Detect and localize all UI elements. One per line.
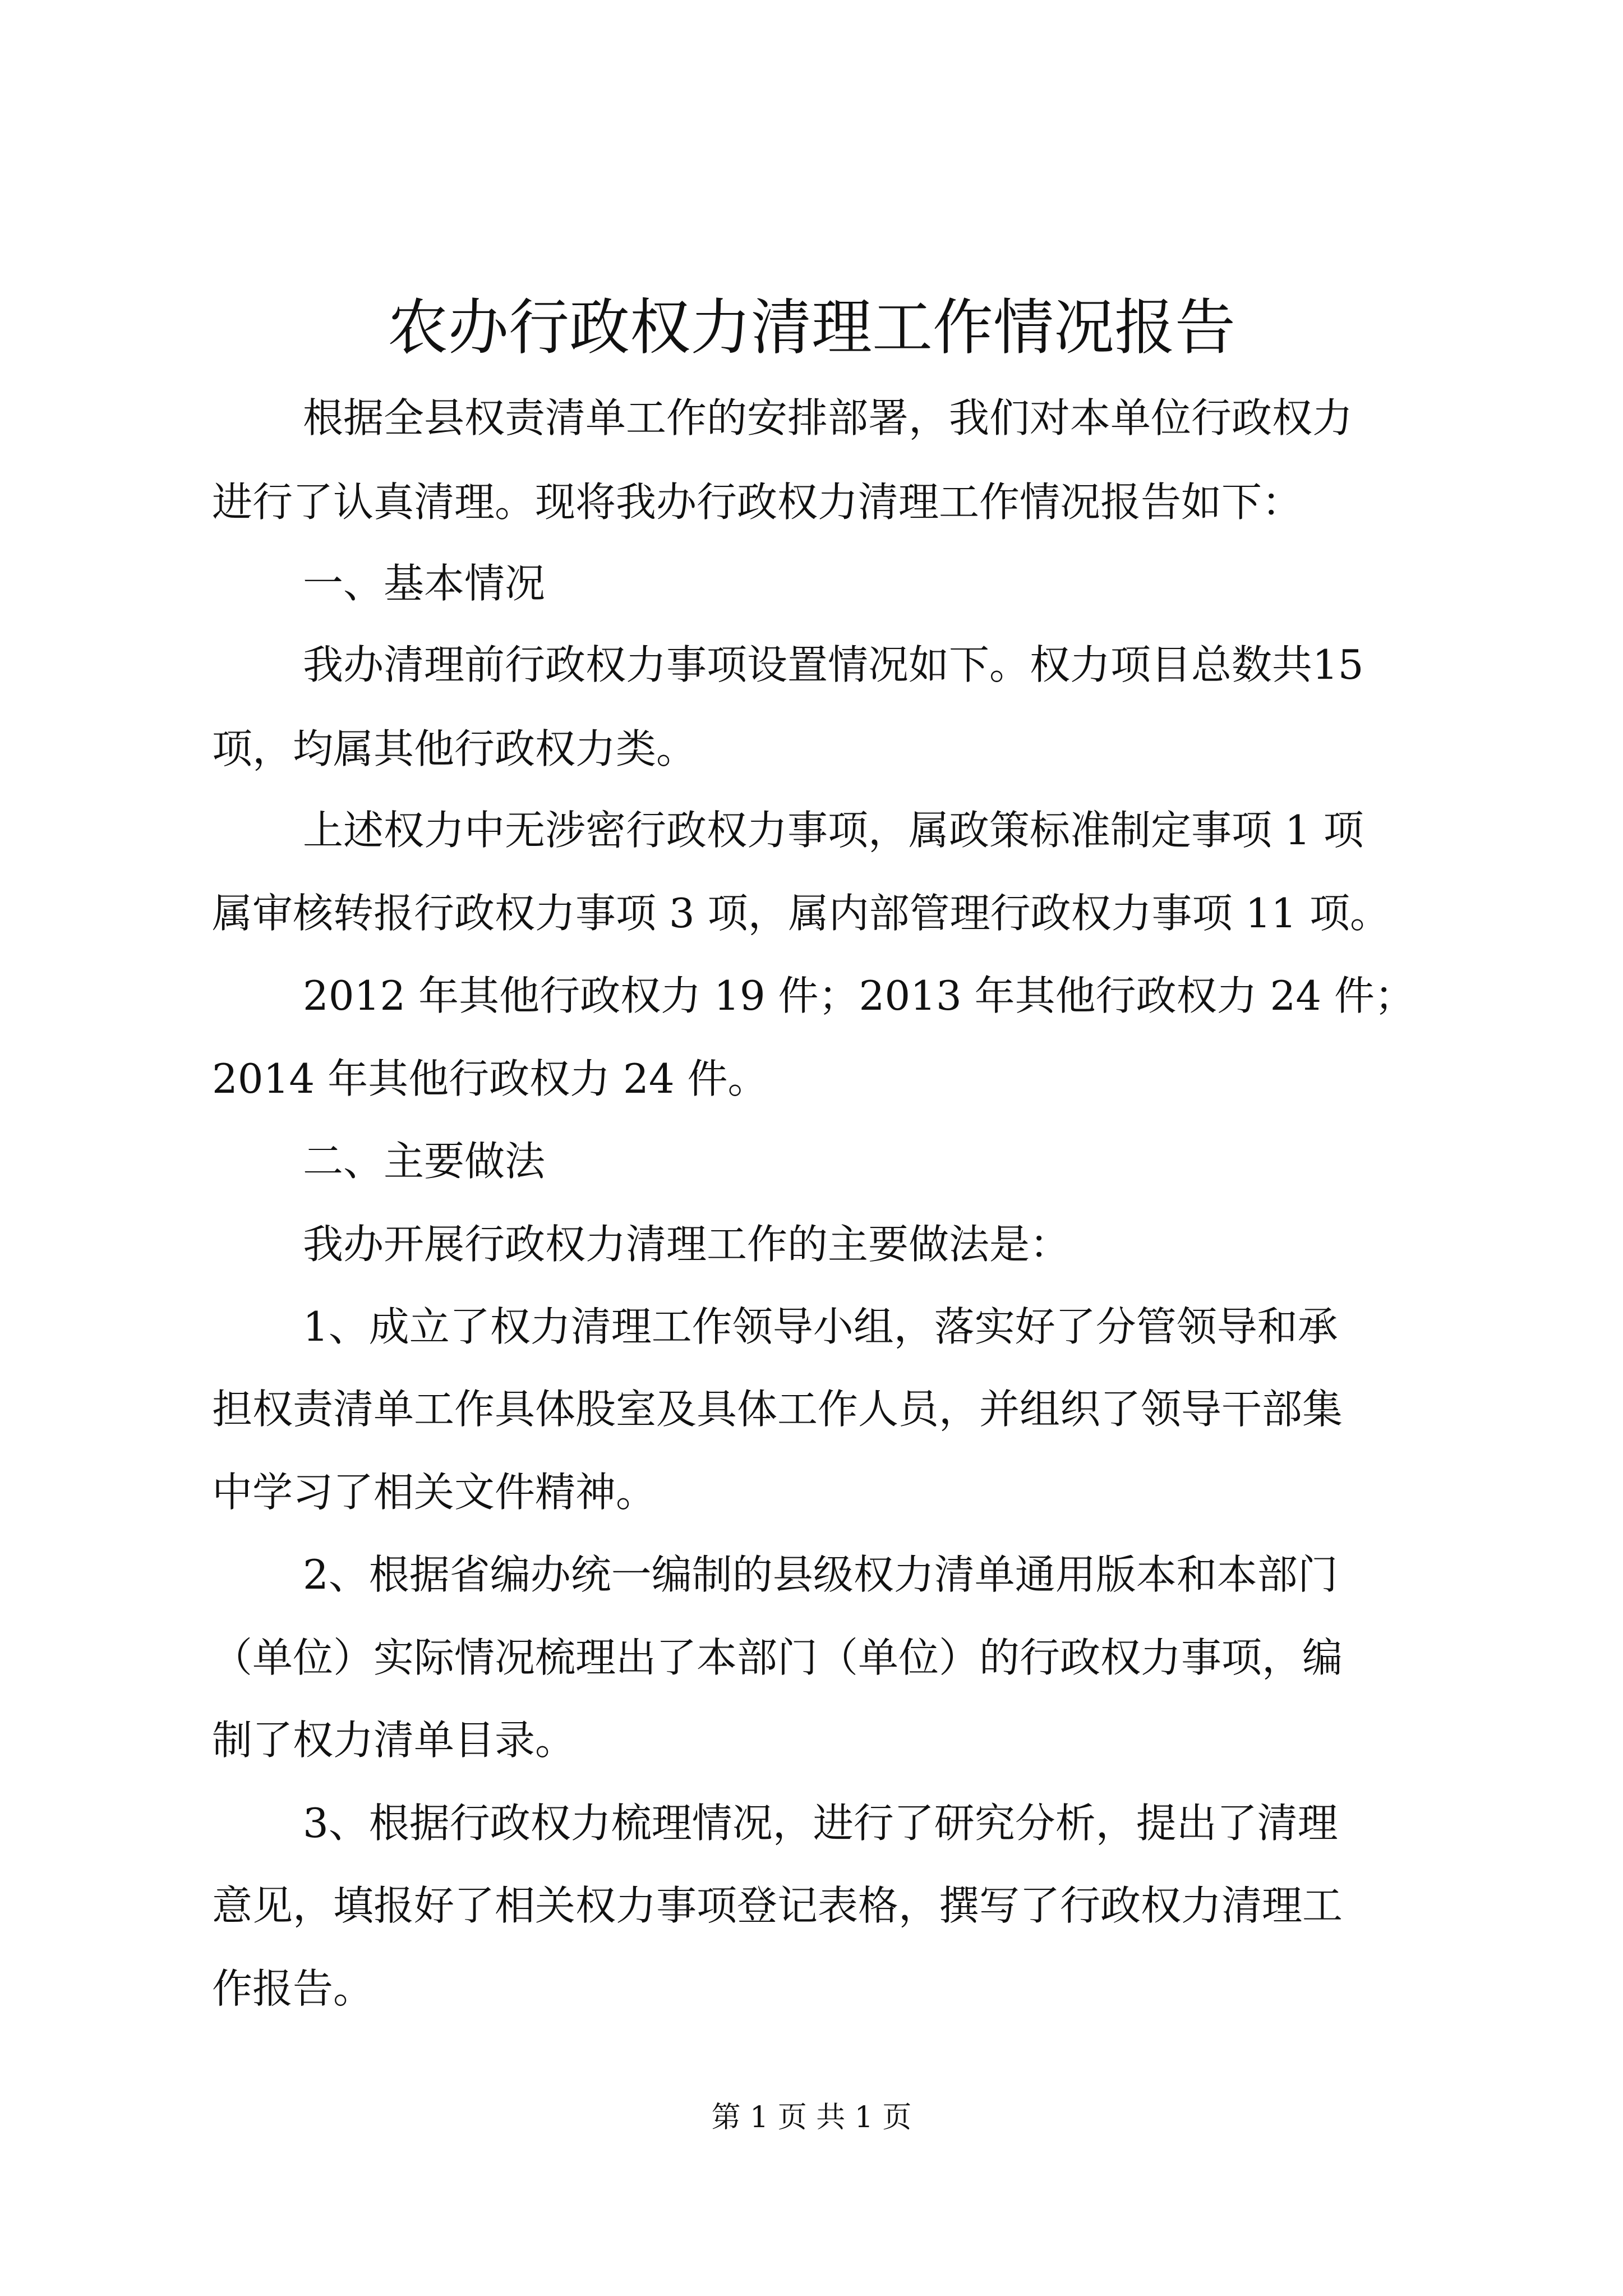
paragraph-line: （单位）实际情况梳理出了本部门（单位）的行政权力事项，编 [212, 1634, 1343, 1681]
paragraph-line: 担权责清单工作具体股室及具体工作人员，并组织了领导干部集 [212, 1386, 1343, 1433]
paragraph-line: 我办清理前行政权力事项设置情况如下。权力项目总数共15 [303, 641, 1364, 688]
paragraph-line: 3、根据行政权力梳理情况，进行了研究分析，提出了清理 [303, 1800, 1338, 1847]
section-heading-basic: 一、基本情况 [303, 560, 546, 607]
paragraph-line: 进行了认真清理。现将我办行政权力清理工作情况报告如下： [212, 478, 1303, 526]
document-title: 农办行政权力清理工作情况报告 [387, 293, 1235, 363]
paragraph-line: 属审核转报行政权力事项 3 项，属内部管理行政权力事项 11 项。 [212, 890, 1390, 937]
paragraph-line: 中学习了相关文件精神。 [212, 1469, 657, 1516]
paragraph-line: 上述权力中无涉密行政权力事项，属政策标准制定事项 1 项 [303, 807, 1364, 854]
paragraph-line: 作报告。 [212, 1965, 374, 2012]
paragraph-line: 2012 年其他行政权力 19 件；2013 年其他行政权力 24 件； [303, 972, 1415, 1019]
page-footer: 第 1 页 共 1 页 [711, 2101, 912, 2134]
paragraph-line: 2、根据省编办统一编制的县级权力清单通用版本和本部门 [303, 1551, 1338, 1598]
paragraph-line: 2014 年其他行政权力 24 件。 [212, 1055, 768, 1102]
paragraph-line: 根据全县权责清单工作的安排部署，我们对本单位行政权力 [303, 394, 1353, 441]
paragraph-line: 我办开展行政权力清理工作的主要做法是： [303, 1221, 1071, 1268]
paragraph-line: 意见，填报好了相关权力事项登记表格，撰写了行政权力清理工 [212, 1882, 1343, 1929]
section-heading-methods: 二、主要做法 [303, 1138, 546, 1185]
paragraph-line: 制了权力清单目录。 [212, 1717, 576, 1764]
paragraph-line: 项，均属其他行政权力类。 [212, 725, 697, 772]
paragraph-line: 1、成立了权力清理工作领导小组，落实好了分管领导和承 [303, 1303, 1338, 1350]
